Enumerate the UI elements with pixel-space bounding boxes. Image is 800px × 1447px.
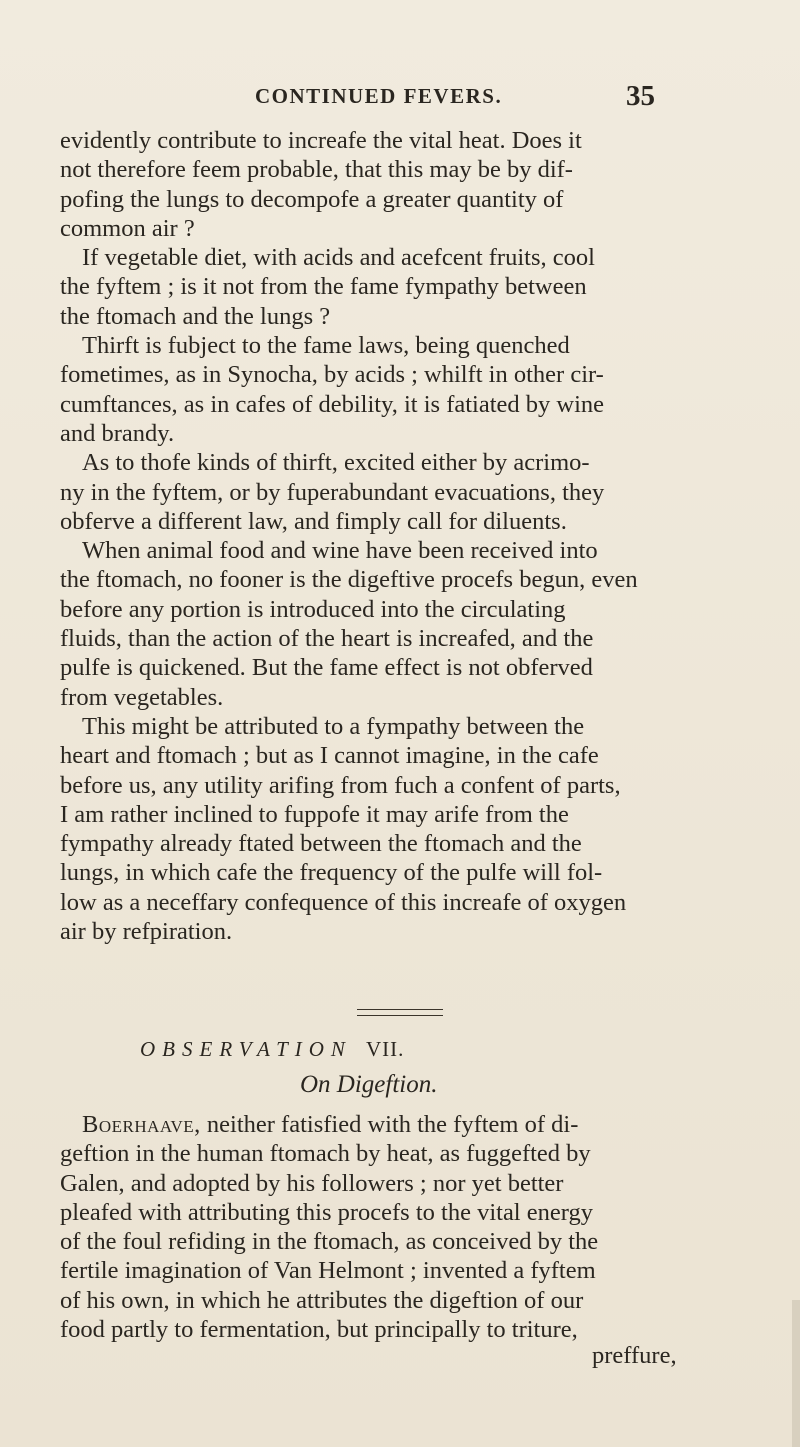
section-divider (0, 1007, 800, 1021)
section-heading (140, 1037, 660, 1062)
text-line: Thirft is fubject to the fame laws, being quenched (82, 332, 570, 360)
section-body (60, 1110, 714, 1344)
text-line: If vegetable diet, with acids and acefcent fruits, cool (82, 244, 595, 272)
text-line: I am rather inclined to fuppofe it may arife from the (60, 800, 569, 828)
running-head (0, 80, 800, 116)
text-line: heart and ftomach ; but as I cannot imagine, in the cafe (60, 742, 599, 770)
text-line: fluids, than the action of the heart is increafed, and the (60, 625, 594, 653)
text-line: fometimes, as in Synocha, by acids ; whilft in other cir- (60, 361, 604, 389)
page-number: 35 (626, 80, 655, 112)
text-line: the fyftem ; is it not from the fame fympathy between (60, 273, 587, 301)
text-line: not therefore feem probable, that this may be by dif- (60, 156, 573, 184)
text-line: from vegetables. (60, 683, 224, 711)
text-line: of his own, in which he attributes the digeftion of our (60, 1286, 584, 1314)
section-heading-label: OBSERVATION (140, 1037, 352, 1061)
body-text (60, 126, 714, 946)
text-line: fertile imagination of Van Helmont ; invented a fyftem (60, 1257, 596, 1285)
section-number: VII. (365, 1037, 405, 1061)
catchword: preffure, (592, 1342, 677, 1369)
text-line: evidently contribute to increafe the vital heat. Does it (60, 127, 582, 154)
text-line: pulfe is quickened. But the fame effect is not obferved (60, 654, 593, 682)
text-line: and brandy. (60, 419, 175, 447)
text-line: the ftomach, no fooner is the digeftive procefs begun, even (60, 566, 638, 594)
text-line: cumftances, as in cafes of debility, it is fatiated by wine (60, 390, 605, 418)
text-line: When animal food and wine have been received into (82, 537, 598, 565)
text-line: This might be attributed to a fympathy between the (82, 712, 585, 740)
text-line: of the foul refiding in the ftomach, as conceived by the (60, 1228, 599, 1256)
page-edge (792, 1300, 800, 1447)
text-line: before any portion is introduced into the circulating (60, 595, 566, 623)
divider-rule (357, 1009, 443, 1010)
divider-rule (357, 1015, 443, 1016)
text-line: As to thofe kinds of thirft, excited either by acrimo- (82, 449, 590, 477)
text-line: food partly to fermentation, but principally to triture, (60, 1316, 578, 1344)
running-head-title: CONTINUED FEVERS. (255, 84, 503, 108)
text-line: Galen, and adopted by his followers ; nor yet better (60, 1169, 564, 1197)
text-line: lungs, in which cafe the frequency of the pulfe will fol- (60, 859, 603, 887)
text-line: air by refpiration. (60, 918, 233, 946)
text-line: common air ? (60, 214, 195, 242)
section-subheading: On Digeftion. (300, 1071, 438, 1098)
text-line: obferve a different law, and fimply call for diluents. (60, 507, 567, 535)
text-line (60, 1110, 714, 1139)
text-line: pleafed with attributing this procefs to the vital energy (60, 1198, 593, 1226)
text-line: pofing the lungs to decompofe a greater quantity of (60, 185, 564, 213)
text-line: fympathy already ftated between the ftomach and the (60, 830, 582, 858)
text-line: the ftomach and the lungs ? (60, 302, 331, 330)
text-line: before us, any utility arifing from fuch a confent of parts, (60, 771, 621, 799)
author-name: Boerhaave, (82, 1111, 201, 1138)
text-line: geftion in the human ftomach by heat, as fuggefted by (60, 1140, 591, 1168)
text-line: ny in the fyftem, or by fuperabundant evacuations, they (60, 478, 605, 506)
text-line: low as a neceffary confequence of this increafe of oxygen (60, 888, 627, 916)
text-line-rest: neither fatisfied with the fyftem of di- (200, 1111, 579, 1138)
